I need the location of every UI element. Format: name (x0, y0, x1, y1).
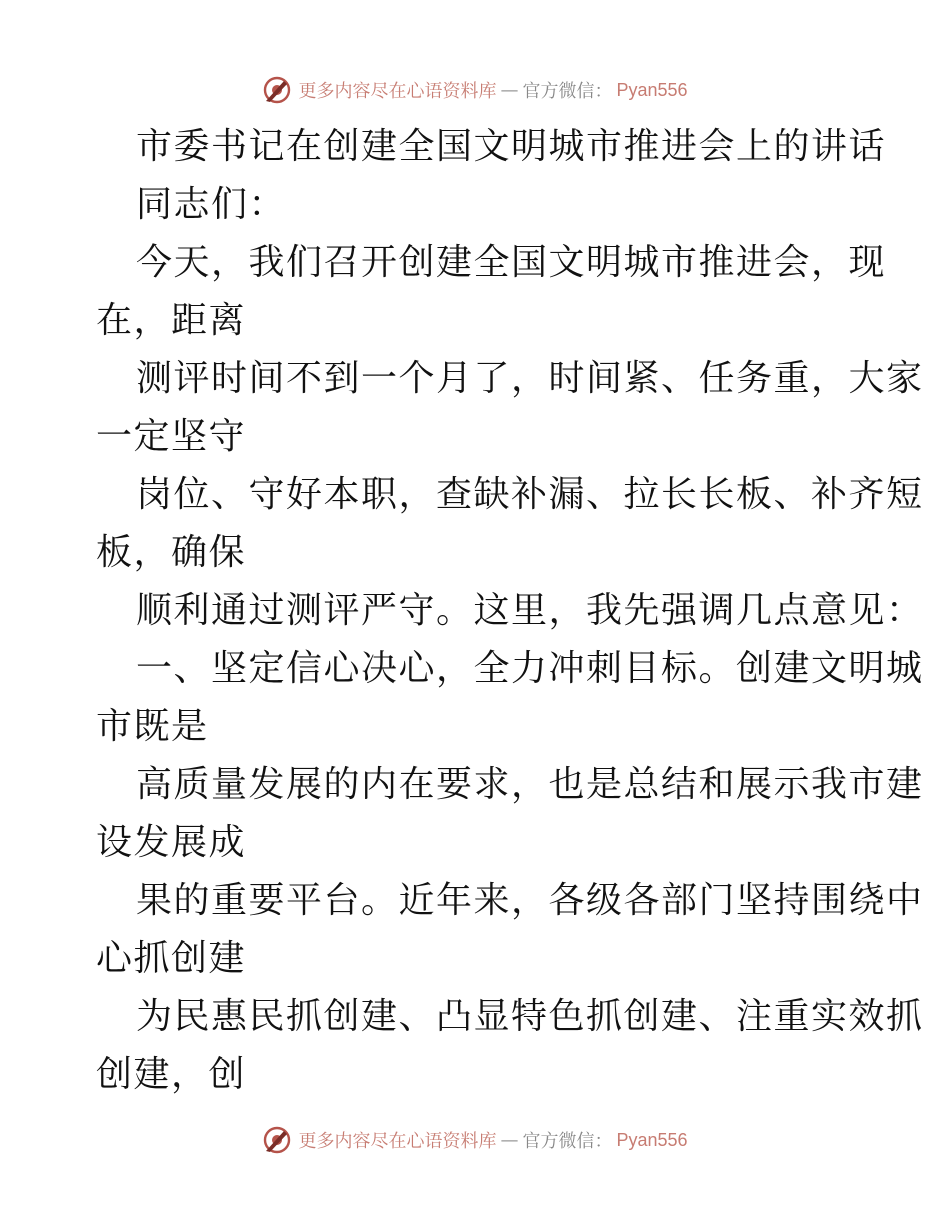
watermark-wechat-id: Pyan556 (616, 79, 688, 100)
watermark-text: 更多内容尽在心语资料库 (298, 1131, 497, 1152)
text-line: 顺利通过测评严守。这里，我先强调几点意见： (136, 590, 924, 631)
text-line: 今天，我们召开创建全国文明城市推进会，现 (136, 242, 887, 283)
text-line: 市委书记在创建全国文明城市推进会上的讲话 (136, 126, 887, 167)
watermark-label: 官方微信： (522, 1131, 613, 1152)
text-line: 设发展成 (96, 822, 247, 863)
text-line: 市既是 (96, 706, 209, 747)
quill-logo-icon (262, 1125, 292, 1155)
quill-logo-icon (262, 75, 292, 105)
footer-watermark (0, 1120, 950, 1160)
text-line: 心抓创建 (96, 938, 247, 979)
text-line: 板，确保 (96, 532, 247, 573)
text-line: 高质量发展的内在要求，也是总结和展示我市建 (136, 764, 924, 805)
text-line: 一定坚守 (96, 416, 247, 457)
watermark-label: 官方微信： (522, 81, 613, 102)
text-line: 岗位、守好本职，查缺补漏、拉长长板、补齐短 (136, 474, 924, 515)
text-line: 果的重要平台。近年来，各级各部门坚持围绕中 (136, 880, 924, 921)
text-line: 同志们： (136, 184, 287, 225)
text-line: 一、坚定信心决心，全力冲刺目标。创建文明城 (136, 648, 924, 689)
text-line: 创建，创 (96, 1054, 247, 1095)
text-line: 为民惠民抓创建、凸显特色抓创建、注重实效抓 (136, 996, 924, 1037)
watermark-wechat-id: Pyan556 (616, 1129, 688, 1150)
header-watermark (0, 70, 950, 110)
watermark-separator: — (500, 1129, 519, 1151)
watermark-text: 更多内容尽在心语资料库 (298, 81, 497, 102)
watermark-separator: — (500, 79, 519, 101)
document-body (96, 118, 924, 1104)
text-line: 测评时间不到一个月了，时间紧、任务重，大家 (136, 358, 924, 399)
text-line: 在，距离 (96, 300, 247, 341)
